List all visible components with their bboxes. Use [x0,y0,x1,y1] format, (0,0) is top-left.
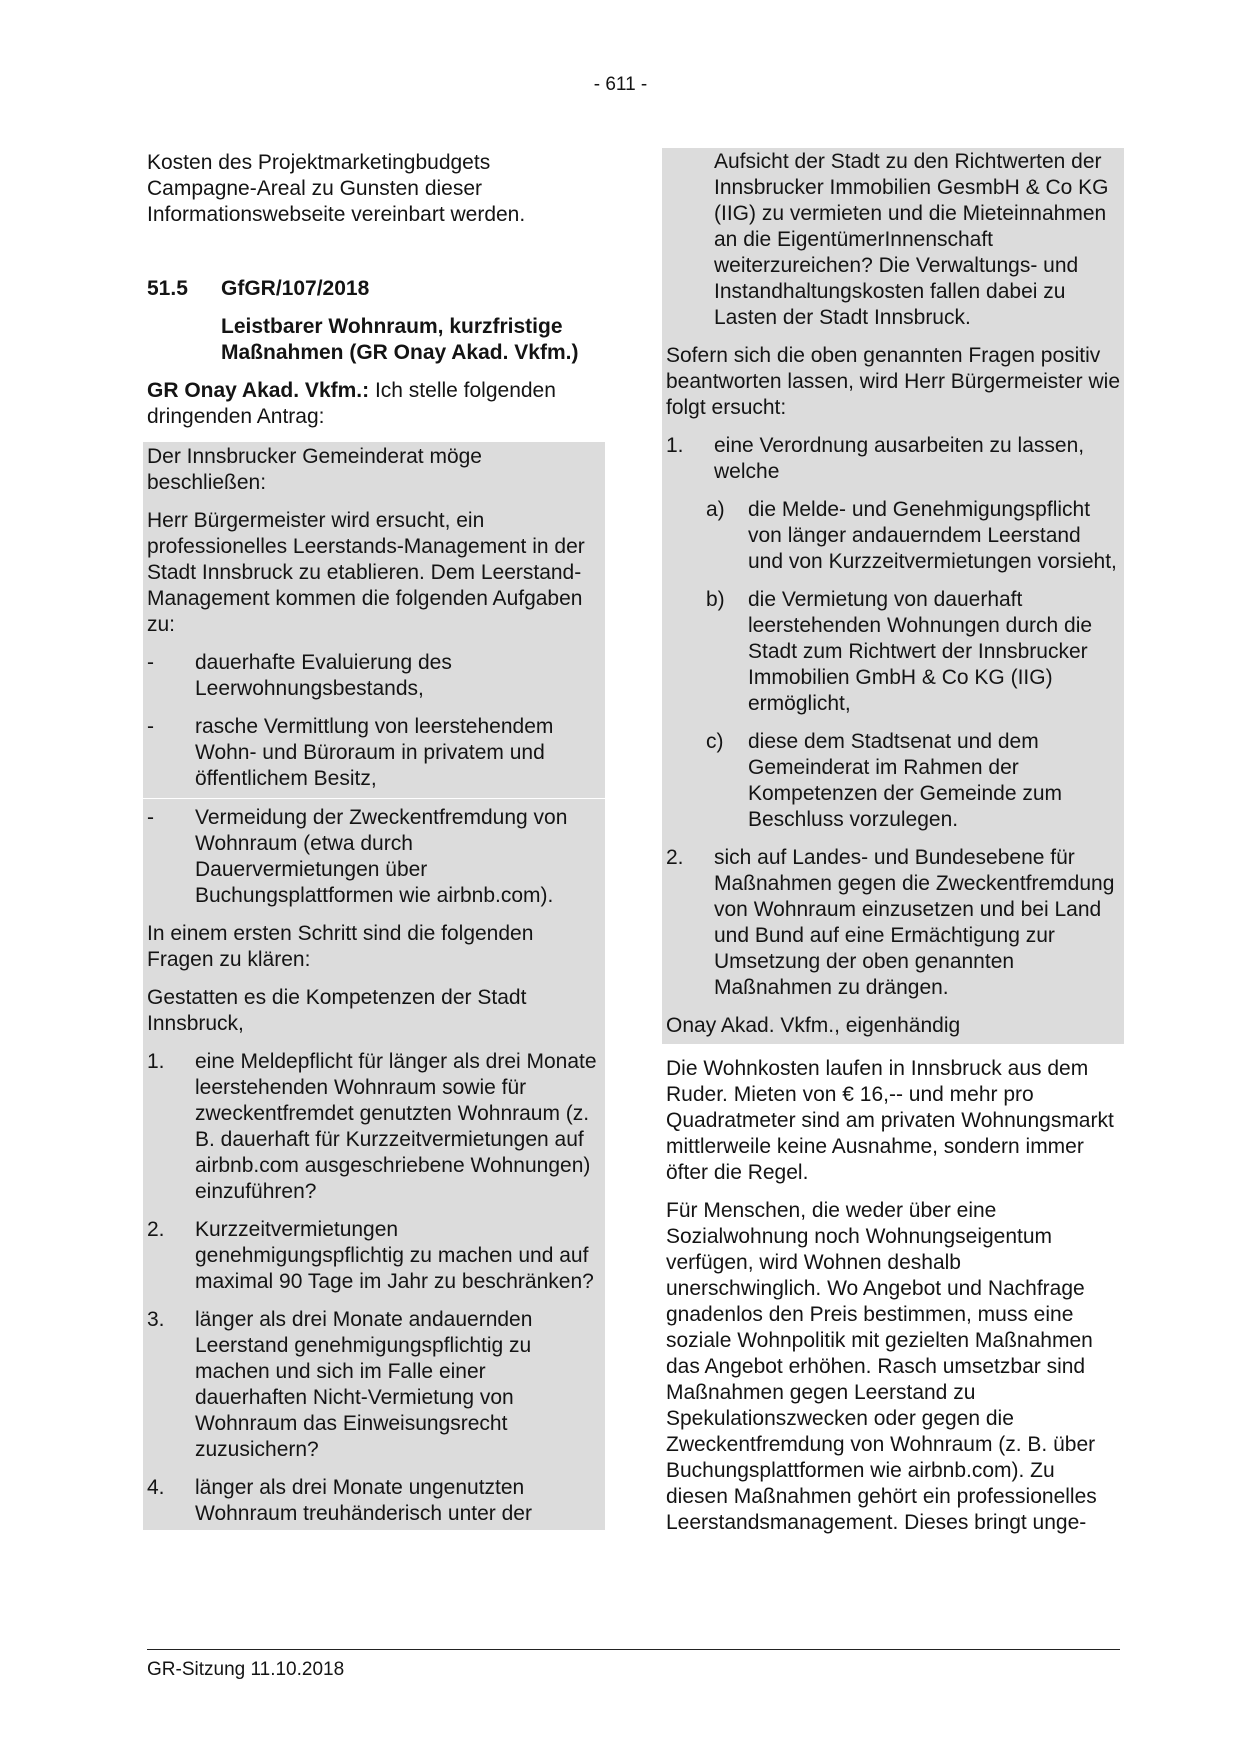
question-text: Kurzzeitvermietungen genehmigungspflichtig zu machen und auf maximal 90 Tage im Jahr zu beschränken? [195,1218,594,1293]
question-item [147,1217,601,1295]
motion-box-continued [662,148,1124,1044]
speaker-paragraph [147,378,601,430]
question-marker: 1. [147,1050,165,1073]
if-positive-paragraph: Sofern sich die oben genannten Fragen positiv beantworten lassen, wird Herr Bürgermeister wie folgt ersucht: [666,344,1121,419]
task-text: rasche Vermittlung von leerstehendem Wohn- und Büroraum in privatem und öffentlichem Besitz, [195,715,554,790]
request-text: eine Verordnung ausarbeiten zu lassen, welche [714,434,1085,483]
footer-text: GR-Sitzung 11.10.2018 [147,1659,345,1680]
question-continuation: Aufsicht der Stadt zu den Richtwerten der Innsbrucker Immobilien GesmbH & Co KG (IIG) zu vermieten und die Mieteinnahmen an die EigentümerInnenschaft weiterzureichen? Die Verwaltungs- und Instandhaltungskosten fallen dabei zu Lasten der Stadt Innsbruck. [714,150,1109,329]
question-marker: 4. [147,1476,165,1499]
body-paragraph-1: Die Wohnkosten laufen in Innsbruck aus dem Ruder. Mieten von € 16,-- und mehr pro Quadratmeter sind am privaten Wohnungsmarkt mittlerweile keine Ausnahme, sondern immer öfter die Regel. [666,1057,1114,1184]
task-text: dauerhafte Evaluierung des Leerwohnungsbestands, [195,651,452,700]
question-item [147,1049,601,1205]
task-item [147,714,601,792]
body-paragraph-2: Für Menschen, die weder über eine Sozialwohnung noch Wohnungseigentum verfügen, wird Wohnen deshalb unerschwinglich. Wo Angebot und Nachfrage gnadenlos den Preis bestimmen, muss eine soziale Wohnpolitik mit gezielten Maßnahmen das Angebot erhöhen. Rasch umsetzbar sind Maßnahmen gegen Leerstand zu Spekulationszwecken oder gegen die Zweckentfremdung von Wohnraum (z. B. über Buchungsplattformen wie airbnb.com). Zu diesen Maßnahmen gehört ein professionelles Leerstandsmanagement. Dieses bringt unge- [666,1199,1097,1534]
first-step-paragraph: In einem ersten Schritt sind die folgenden Fragen zu klären: [147,922,534,971]
request-marker: 1. [666,434,684,457]
task-marker: - [147,806,154,829]
signature-line: Onay Akad. Vkfm., eigenhändig [666,1014,961,1037]
motion-intro: Der Innsbrucker Gemeinderat möge beschließen: [147,445,482,494]
question-marker: 2. [147,1218,165,1241]
question-text: länger als drei Monate ungenutzten Wohnraum treuhänderisch unter der [195,1476,532,1525]
box-divider [143,798,605,799]
request-marker: 2. [666,846,684,869]
question-text: länger als drei Monate andauernden Leerstand genehmigungspflichtig zu machen und sich im Falle einer dauerhaften Nicht-Vermietung von Wohnraum das Einweisungsrecht zuzusichern? [195,1308,533,1461]
intro-paragraph: Kosten des Projektmarketingbudgets Campagne-Areal zu Gunsten dieser Informationswebseite vereinbart werden. [147,151,526,226]
question-marker: 3. [147,1308,165,1331]
request-item [666,433,1120,485]
speaker-text: Ich stelle folgenden dringenden Antrag: [147,379,556,428]
request-subitem [706,587,1120,717]
motion-body: Herr Bürgermeister wird ersucht, ein professionelles Leerstands-Management in der Stadt Innsbruck zu etablieren. Dem Leerstand-Management kommen die folgenden Aufgaben zu: [147,509,585,636]
right-column [666,148,1120,1548]
section-number: 51.5 [147,277,188,300]
section-title: Leistbarer Wohnraum, kurzfristige Maßnahmen (GR Onay Akad. Vkfm.) [221,315,579,364]
question-text: eine Meldepflicht für länger als drei Monate leerstehenden Wohnraum sowie für zweckentfremdet genutzten Wohnraum (z. B. dauerhaft für Kurzzeitvermietungen auf airbnb.com ausgeschriebene Wohnungen) einzuführen? [195,1050,597,1203]
task-item [147,805,601,909]
subitem-text: diese dem Stadtsenat und dem Gemeinderat im Rahmen der Kompetenzen der Gemeinde zum Beschluss vorzulegen. [748,730,1063,831]
request-item [666,845,1120,1001]
request-subitem [706,497,1120,575]
left-column [147,150,601,1530]
request-subitem [706,729,1120,833]
task-text: Vermeidung der Zweckentfremdung von Wohnraum (etwa durch Dauervermietungen über Buchungsplattformen wie airbnb.com). [195,806,568,907]
subitem-marker: a) [706,498,725,521]
speaker-name: GR Onay Akad. Vkfm.: [147,379,370,402]
subitem-marker: b) [706,588,725,611]
question-item [147,1307,601,1463]
task-marker: - [147,715,154,738]
question-intro: Gestatten es die Kompetenzen der Stadt Innsbruck, [147,986,527,1035]
task-marker: - [147,651,154,674]
page-number: - 611 - [593,74,648,95]
motion-box [143,442,605,1530]
question-item [147,1475,601,1527]
subitem-text: die Melde- und Genehmigungspflicht von länger andauerndem Leerstand und von Kurzzeitvermietungen vorsieht, [748,498,1117,573]
subitem-text: die Vermietung von dauerhaft leerstehenden Wohnungen durch die Stadt zum Richtwert der Innsbrucker Immobilien GmbH & Co KG (IIG) ermöglicht, [748,588,1093,715]
footer-divider [147,1649,1120,1650]
section-heading [147,276,601,302]
task-item [147,650,601,702]
request-text: sich auf Landes- und Bundesebene für Maßnahmen gegen die Zweckentfremdung von Wohnraum einzusetzen und bei Land und Bund auf eine Ermächtigung zur Umsetzung der oben genannten Maßnahmen zu drängen. [714,846,1115,999]
section-code: GfGR/107/2018 [221,277,370,300]
subitem-marker: c) [706,730,724,753]
